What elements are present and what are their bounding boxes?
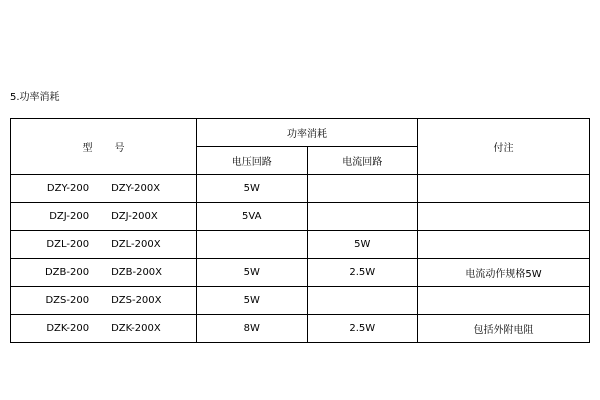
cell-model bbox=[11, 203, 197, 231]
cell-model bbox=[11, 175, 197, 203]
table-header-row-1 bbox=[11, 119, 590, 147]
cell-voltage: 5W bbox=[197, 175, 308, 203]
cell-current bbox=[307, 203, 418, 231]
cell-note bbox=[418, 175, 590, 203]
table-row bbox=[11, 231, 590, 259]
model-code-b: DZL-200X bbox=[111, 239, 161, 250]
table-row bbox=[11, 203, 590, 231]
cell-model bbox=[11, 315, 197, 343]
model-code-a: DZY-200 bbox=[46, 183, 90, 194]
model-code-b: DZS-200X bbox=[111, 295, 162, 306]
table-row bbox=[11, 315, 590, 343]
cell-note: 电流动作规格5W bbox=[418, 259, 590, 287]
cell-voltage bbox=[197, 231, 308, 259]
model-code-a: DZB-200 bbox=[44, 267, 90, 278]
header-model-label: 型 号 bbox=[82, 143, 131, 154]
header-voltage-circuit: 电压回路 bbox=[197, 147, 308, 175]
power-consumption-table bbox=[10, 118, 590, 343]
header-note: 付注 bbox=[418, 119, 590, 175]
model-code-b: DZY-200X bbox=[111, 183, 161, 194]
cell-note bbox=[418, 287, 590, 315]
model-code-a: DZS-200 bbox=[45, 295, 90, 306]
cell-current: 2.5W bbox=[307, 259, 418, 287]
power-consumption-table-wrapper bbox=[10, 118, 590, 343]
model-code-b: DZB-200X bbox=[111, 267, 163, 278]
model-code-a: DZJ-200 bbox=[49, 211, 90, 222]
cell-current: 2.5W bbox=[307, 315, 418, 343]
model-code-a: DZL-200 bbox=[46, 239, 90, 250]
cell-note: 包括外附电阻 bbox=[418, 315, 590, 343]
header-model bbox=[11, 119, 197, 175]
model-code-b: DZJ-200X bbox=[111, 211, 158, 222]
cell-current bbox=[307, 287, 418, 315]
model-code-a: DZK-200 bbox=[46, 323, 90, 334]
cell-voltage: 8W bbox=[197, 315, 308, 343]
cell-note bbox=[418, 231, 590, 259]
cell-voltage: 5W bbox=[197, 287, 308, 315]
section-heading: 5.功率消耗 bbox=[10, 92, 60, 103]
cell-model bbox=[11, 259, 197, 287]
model-code-b: DZK-200X bbox=[111, 323, 161, 334]
cell-voltage: 5VA bbox=[197, 203, 308, 231]
table-row bbox=[11, 175, 590, 203]
header-power-group: 功率消耗 bbox=[197, 119, 418, 147]
cell-current: 5W bbox=[307, 231, 418, 259]
cell-model bbox=[11, 287, 197, 315]
cell-current bbox=[307, 175, 418, 203]
table-row bbox=[11, 259, 590, 287]
cell-model bbox=[11, 231, 197, 259]
header-current-circuit: 电流回路 bbox=[307, 147, 418, 175]
cell-voltage: 5W bbox=[197, 259, 308, 287]
cell-note bbox=[418, 203, 590, 231]
table-row bbox=[11, 287, 590, 315]
